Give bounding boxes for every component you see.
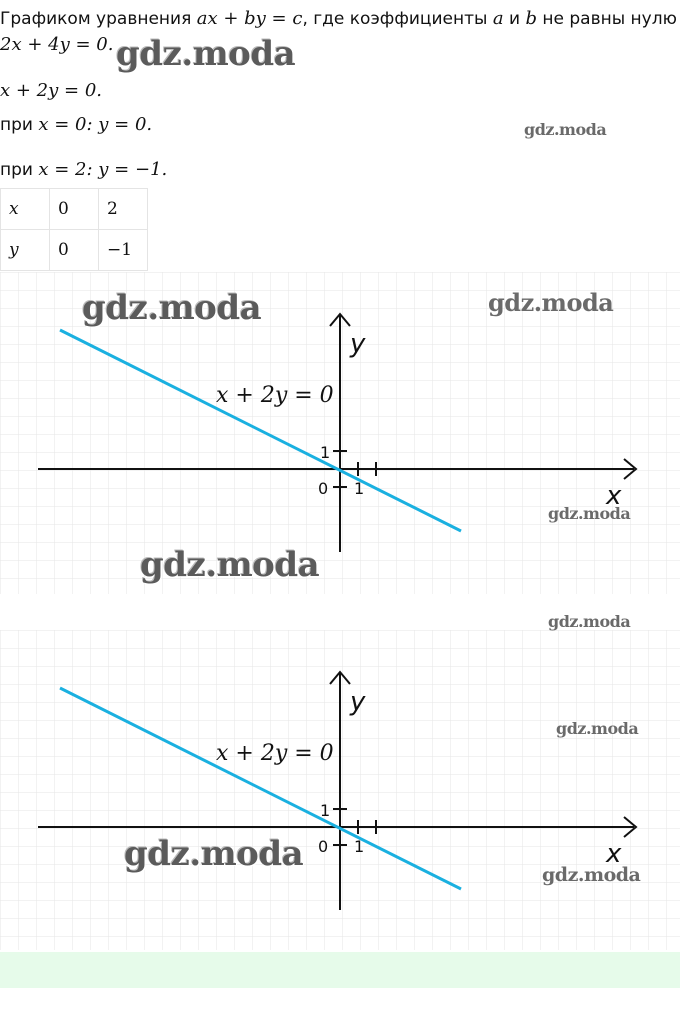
watermark: gdz.moda bbox=[542, 864, 641, 886]
table-cell: 2 bbox=[99, 189, 148, 230]
intro-prefix: Графиком уравнения bbox=[0, 9, 192, 29]
table-row-y bbox=[1, 230, 148, 271]
table-cell: −1 bbox=[99, 230, 148, 271]
watermark: gdz.moda bbox=[524, 120, 607, 139]
footer-band bbox=[0, 952, 680, 988]
when-1-values: x = 0: y = 0. bbox=[38, 114, 153, 135]
intro-middle: , где коэффициенты bbox=[302, 9, 488, 29]
y-tick-label: 1 bbox=[320, 443, 331, 462]
table-row-x bbox=[1, 189, 148, 230]
watermark: gdz.moda bbox=[556, 719, 639, 738]
intro-coef-b: b bbox=[525, 8, 537, 29]
x-tick-label: 1 bbox=[354, 479, 365, 498]
watermark: gdz.moda bbox=[82, 288, 262, 328]
intro-suffix: не равны нулю bbox=[542, 9, 677, 29]
intro-text bbox=[0, 8, 677, 30]
table-cell: 0 bbox=[50, 189, 99, 230]
table-cell: 0 bbox=[50, 230, 99, 271]
y-axis-label: y bbox=[350, 687, 366, 717]
equation-label: x + 2y = 0 bbox=[216, 383, 334, 408]
y-axis-label: y bbox=[350, 329, 366, 359]
intro-equation: ax + by = c bbox=[196, 8, 303, 29]
graph-2-svg bbox=[0, 630, 680, 950]
equation-label: x + 2y = 0 bbox=[216, 741, 334, 766]
watermark: gdz.moda bbox=[124, 834, 304, 874]
values-table bbox=[0, 188, 148, 271]
origin-label: 0 bbox=[318, 479, 329, 498]
intro-and: и bbox=[508, 9, 521, 29]
x-axis-label: x bbox=[606, 481, 622, 511]
watermark: gdz.moda bbox=[116, 34, 296, 74]
table-cell: y bbox=[1, 230, 50, 271]
when-1-prefix: при bbox=[0, 115, 33, 135]
table-cell: x bbox=[1, 189, 50, 230]
step-when-1 bbox=[0, 114, 152, 136]
x-axis-label: x bbox=[606, 839, 622, 869]
x-tick-label: 1 bbox=[354, 837, 365, 856]
intro-coef-a: a bbox=[492, 8, 504, 29]
origin-label: 0 bbox=[318, 837, 329, 856]
when-2-prefix: при bbox=[0, 160, 33, 180]
watermark: gdz.moda bbox=[548, 612, 631, 631]
watermark: gdz.moda bbox=[548, 504, 631, 523]
when-2-values: x = 2: y = −1. bbox=[38, 159, 168, 180]
graph-2 bbox=[0, 630, 680, 950]
step-when-2 bbox=[0, 159, 167, 181]
watermark: gdz.moda bbox=[140, 545, 320, 585]
watermark: gdz.moda bbox=[488, 288, 614, 317]
y-tick-label: 1 bbox=[320, 801, 331, 820]
step-equation-1: 2x + 4y = 0. bbox=[0, 34, 114, 55]
step-equation-2: x + 2y = 0. bbox=[0, 80, 102, 101]
